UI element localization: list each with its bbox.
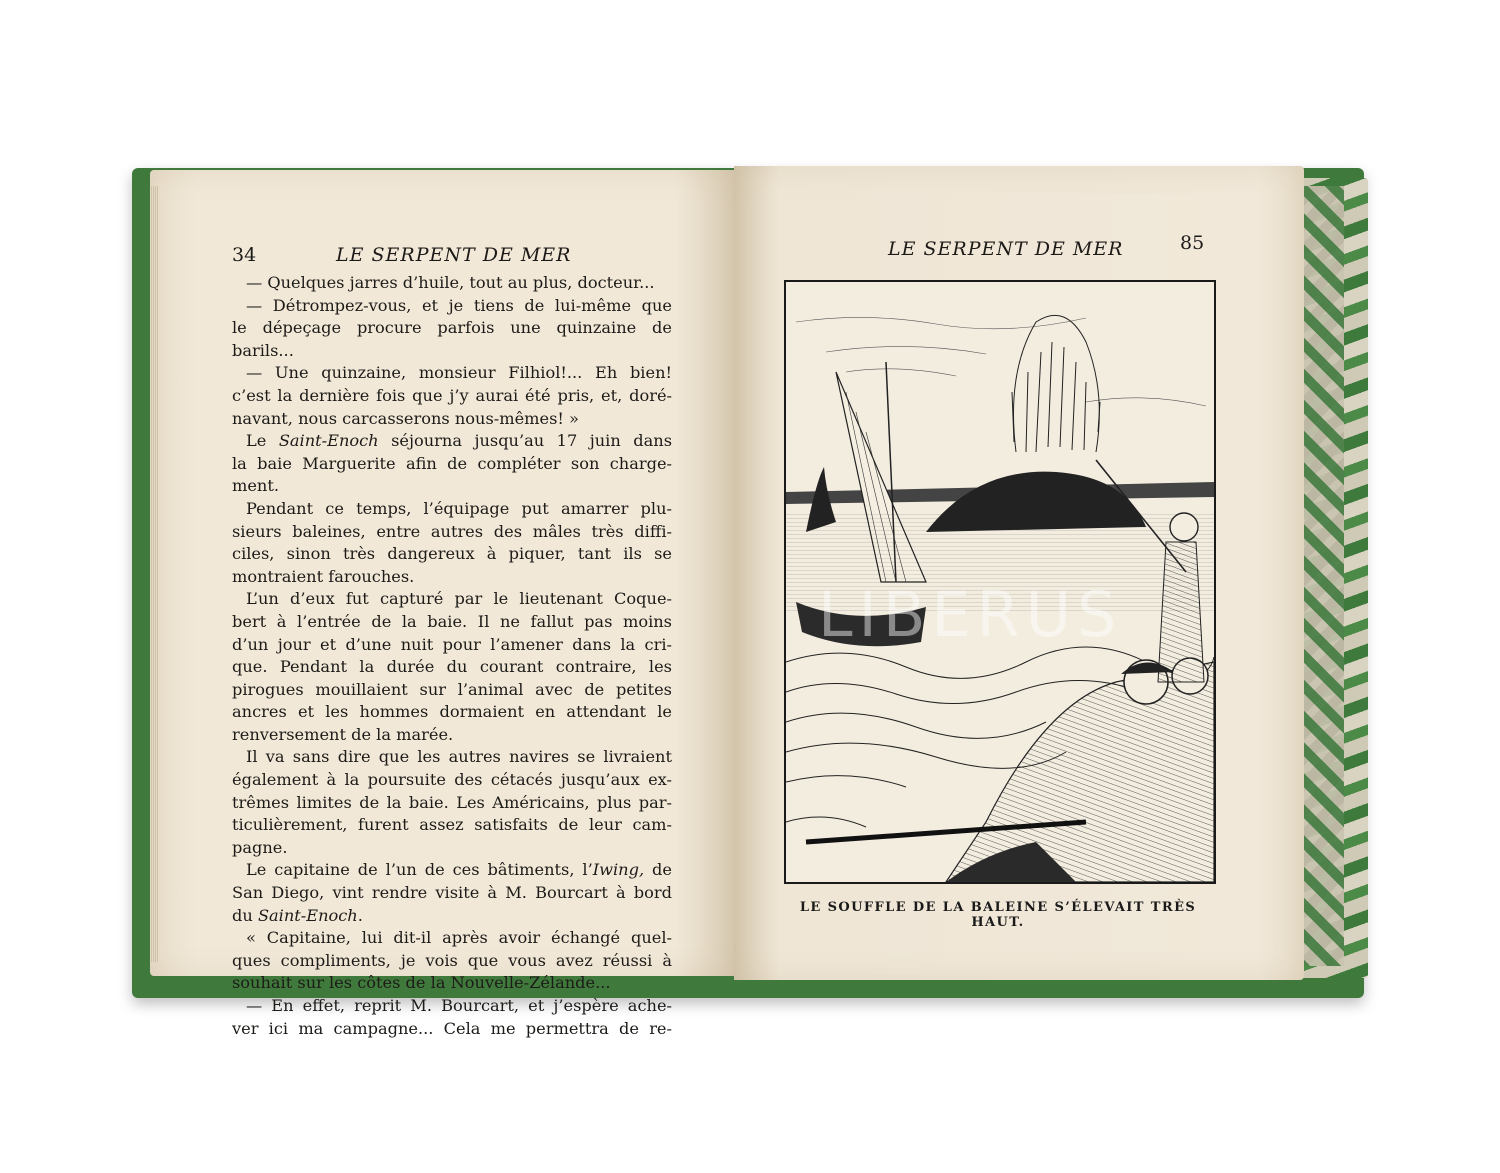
text-line: Pendant ce temps, l’équipage put amarrer plu- — [246, 498, 672, 518]
text-line: Il va sans dire que les autres navires se livraient — [246, 747, 672, 767]
text-line: le dépeçage procure parfois une quinzaine de — [232, 318, 672, 338]
text-line: L’un d’eux fut capturé par le lieutenant Coque- — [246, 589, 672, 609]
text-line: montraient farouches. — [232, 566, 415, 586]
text-line: — Détrompez-vous, et je tiens de lui-même que — [246, 295, 672, 315]
text-line: barils... — [232, 340, 294, 360]
text-line: ciles, sinon très dangereux à piquer, tant ils se — [232, 544, 672, 564]
illustration-caption: LE SOUFFLE DE LA BALEINE S’ÉLEVAIT TRÈS HAUT. — [799, 900, 1197, 930]
text-line: pagne. — [232, 837, 288, 857]
text-line: souhait sur les côtes de la Nouvelle-Zélande... — [232, 973, 611, 993]
text-line: San Diego, vint rendre visite à M. Bourcart à bord — [232, 883, 672, 903]
text-line: la baie Marguerite afin de compléter son charge- — [232, 453, 672, 473]
text-line: bert à l’entrée de la baie. Il ne fallut pas moins — [232, 611, 672, 631]
text-line: d’un jour et d’une nuit pour l’amener dans la cri- — [232, 634, 672, 654]
text-line: sieurs baleines, entre autres des mâles très diffi- — [232, 521, 672, 541]
watermark-text: LIBERUS — [818, 578, 1123, 651]
text-line: ancres et les hommes dormaient en attendant le — [232, 702, 672, 722]
text-line: ver ici ma campagne... Cela me permettra de re- — [232, 1018, 672, 1038]
text-line: ques compliments, je vois que vous avez réussi à — [232, 950, 672, 970]
text-line: ticulièrement, furent assez satisfaits de leur cam- — [232, 815, 672, 835]
text-line: trêmes limites de la baie. Les Américains, plus par- — [232, 792, 672, 812]
right-page-header — [880, 232, 1210, 262]
right-page-number: 85 — [1180, 232, 1205, 254]
text-line: navant, nous carcasserons nous-mêmes! » — [232, 408, 579, 428]
text-line: du Saint-Enoch. — [232, 905, 363, 925]
text-line: Le capitaine de l’un de ces bâtiments, l’Iwing, de — [246, 860, 672, 880]
text-line: pirogues mouillaient sur l’animal avec de petites — [232, 679, 672, 699]
text-line: Le Saint-Enoch séjourna jusqu’au 17 juin dans — [246, 431, 672, 451]
text-line: également à la poursuite des cétacés jusqu’aux ex- — [232, 770, 672, 790]
text-line: « Capitaine, lui dit-il après avoir échangé quel- — [246, 928, 672, 948]
text-line: — Quelques jarres d’huile, tout au plus, docteur... — [246, 273, 655, 292]
left-page-text — [232, 272, 672, 1040]
text-line: — Une quinzaine, monsieur Filhiol!... Eh bien! — [246, 363, 672, 383]
left-page-number: 34 — [232, 244, 257, 266]
text-line: que. Pendant la durée du courant contraire, les — [232, 657, 672, 677]
left-page-header — [228, 240, 698, 270]
text-line: c’est la dernière fois que j’y aurai été pris, et, doré- — [232, 385, 672, 405]
text-line: renversement de la marée. — [232, 724, 454, 744]
right-running-head: LE SERPENT DE MER — [888, 238, 1124, 260]
text-line: ment. — [232, 476, 280, 496]
text-line: — En effet, reprit M. Bourcart, et j’espère ache- — [246, 996, 672, 1015]
page-edges — [150, 186, 158, 962]
left-running-head: LE SERPENT DE MER — [336, 244, 572, 266]
